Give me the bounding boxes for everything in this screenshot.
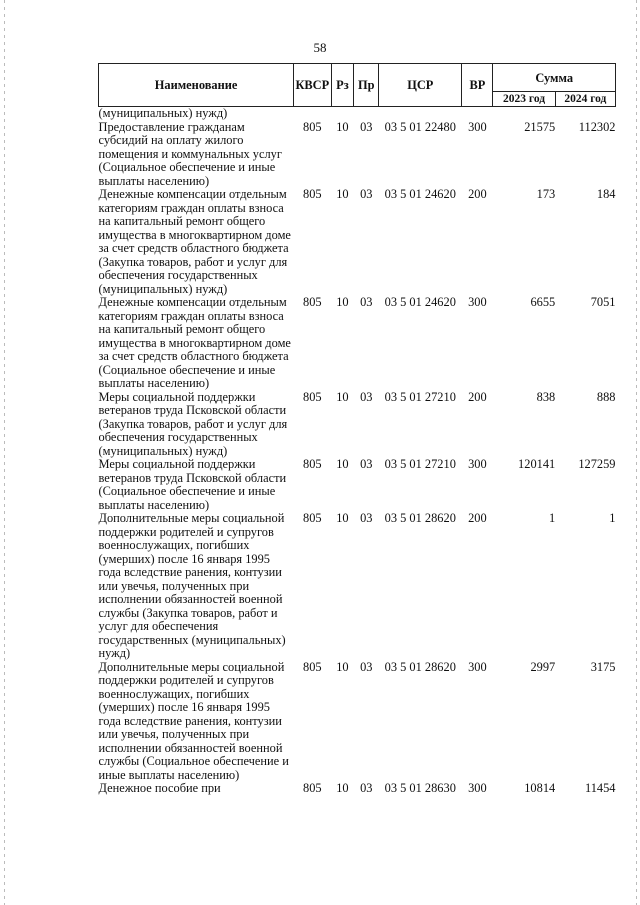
- row-rz: 10: [336, 457, 349, 471]
- table-body: [99, 107, 616, 796]
- row-csr: 03 5 01 28620: [384, 511, 456, 525]
- table-row: [99, 121, 616, 189]
- row-vr: 200: [468, 511, 487, 525]
- row-sum-2024: 127259: [578, 457, 616, 471]
- row-sum-2024: 11454: [584, 781, 616, 795]
- row-kvsr: 805: [303, 781, 322, 795]
- header-name: Наименование: [99, 64, 294, 107]
- row-sum-2023: 173: [536, 187, 556, 201]
- budget-table: [98, 63, 616, 796]
- row-sum-2024: 7051: [590, 295, 616, 309]
- scan-edge-right: [636, 0, 637, 905]
- table-row: [99, 782, 616, 796]
- header-vr: ВР: [462, 64, 493, 107]
- row-rz: 10: [336, 295, 349, 309]
- table-row: [99, 661, 616, 783]
- continuation-text: (муниципальных) нужд): [98, 106, 228, 120]
- row-sum-2024: 3175: [590, 659, 616, 674]
- row-csr: 03 5 01 24620: [384, 187, 456, 201]
- row-rz: 10: [336, 781, 349, 795]
- row-name: Меры социальной поддержки ветеранов труда Псковской области (Социальное обеспечение и иные выплаты населению): [98, 457, 287, 512]
- page-number: 58: [313, 40, 327, 55]
- row-kvsr: 805: [303, 389, 322, 404]
- row-name: Дополнительные меры социальной поддержки родителей и супругов военнослужащих, погибших (умерших) после 16 января 1995 года вследствие ранения, контузии или увечья, полученных при исполнении обязанностей военной службы (Закупка товаров, работ и услуг для обеспечения государственных (муниципальных) нужд): [98, 511, 286, 660]
- row-rz: 10: [336, 187, 349, 201]
- header-year-2024: 2024 год: [555, 92, 615, 107]
- row-pr: 03: [360, 295, 373, 309]
- row-rz: 10: [336, 511, 349, 525]
- row-kvsr: 805: [303, 187, 322, 201]
- scan-edge-left: [4, 0, 5, 905]
- row-csr: 03 5 01 24620: [384, 295, 456, 309]
- table-row: [99, 391, 616, 459]
- row-vr: 200: [468, 187, 487, 201]
- table-header: [99, 64, 616, 107]
- row-kvsr: 805: [303, 659, 322, 674]
- header-sum: Сумма: [493, 64, 616, 92]
- row-csr: 03 5 01 22480: [384, 119, 456, 134]
- header-year-2023: 2023 год: [493, 92, 555, 107]
- row-pr: 03: [360, 511, 373, 525]
- row-csr: 03 5 01 27210: [384, 389, 456, 404]
- header-pr: Пр: [354, 64, 379, 107]
- row-sum-2023: 21575: [524, 119, 556, 134]
- table-row: [99, 188, 616, 296]
- row-kvsr: 805: [303, 457, 322, 471]
- row-name: Денежное пособие при: [98, 781, 221, 795]
- row-csr: 03 5 01 27210: [384, 457, 456, 471]
- row-rz: 10: [336, 659, 349, 674]
- row-vr: 300: [468, 781, 487, 795]
- table-row: [99, 512, 616, 661]
- header-rz: Рз: [331, 64, 354, 107]
- header-csr: ЦСР: [379, 64, 462, 107]
- row-kvsr: 805: [303, 119, 322, 134]
- row-name: Дополнительные меры социальной поддержки родителей и супругов военнослужащих, погибших (умерших) после 16 января 1995 года вследствие ранения, контузии или увечья, полученных при исполнении обязанностей военной службы (Социальное обеспечение и иные выплаты населению): [98, 659, 289, 782]
- row-vr: 300: [468, 295, 487, 309]
- row-pr: 03: [360, 187, 373, 201]
- row-pr: 03: [360, 457, 373, 471]
- row-rz: 10: [336, 119, 349, 134]
- row-pr: 03: [360, 659, 373, 674]
- row-sum-2024: 1: [609, 511, 616, 525]
- row-pr: 03: [360, 389, 373, 404]
- row-rz: 10: [336, 389, 349, 404]
- row-csr: 03 5 01 28620: [384, 659, 456, 674]
- row-kvsr: 805: [303, 511, 322, 525]
- row-kvsr: 805: [303, 295, 322, 309]
- row-vr: 300: [468, 659, 487, 674]
- row-sum-2024: 112302: [578, 119, 616, 134]
- row-vr: 200: [468, 389, 487, 404]
- row-sum-2023: 1: [549, 511, 556, 525]
- row-pr: 03: [360, 781, 373, 795]
- row-sum-2023: 838: [536, 389, 556, 404]
- row-sum-2024: 184: [596, 187, 616, 201]
- row-vr: 300: [468, 119, 487, 134]
- table-row: [99, 296, 616, 391]
- table-row: [99, 458, 616, 512]
- row-vr: 300: [468, 457, 487, 471]
- row-name: Денежные компенсации отдельным категориям граждан оплаты взноса на капитальный ремонт общего имущества в многоквартирном доме за счет средств областного бюджета (Социальное обеспечение и иные выплаты населению): [98, 295, 291, 390]
- row-sum-2023: 6655: [530, 295, 556, 309]
- row-name: Предоставление гражданам субсидий на оплату жилого помещения и коммунальных услуг (Социальное обеспечение и иные выплаты населению): [98, 119, 282, 188]
- row-csr: 03 5 01 28630: [384, 781, 456, 795]
- row-name: Денежные компенсации отдельным категориям граждан оплаты взноса на капитальный ремонт общего имущества в многоквартирном доме за счет средств областного бюджета (Закупка товаров, работ и услуг для обеспечения государственных (муниципальных) нужд): [98, 187, 291, 296]
- row-name: Меры социальной поддержки ветеранов труда Псковской области (Закупка товаров, работ и услуг для обеспечения государственных (муниципальных) нужд): [98, 389, 288, 458]
- row-sum-2023: 10814: [524, 781, 556, 795]
- header-kvsr: КВСР: [294, 64, 331, 107]
- row-sum-2023: 120141: [518, 457, 556, 471]
- row-sum-2023: 2997: [530, 659, 556, 674]
- row-sum-2024: 888: [596, 389, 616, 404]
- row-pr: 03: [360, 119, 373, 134]
